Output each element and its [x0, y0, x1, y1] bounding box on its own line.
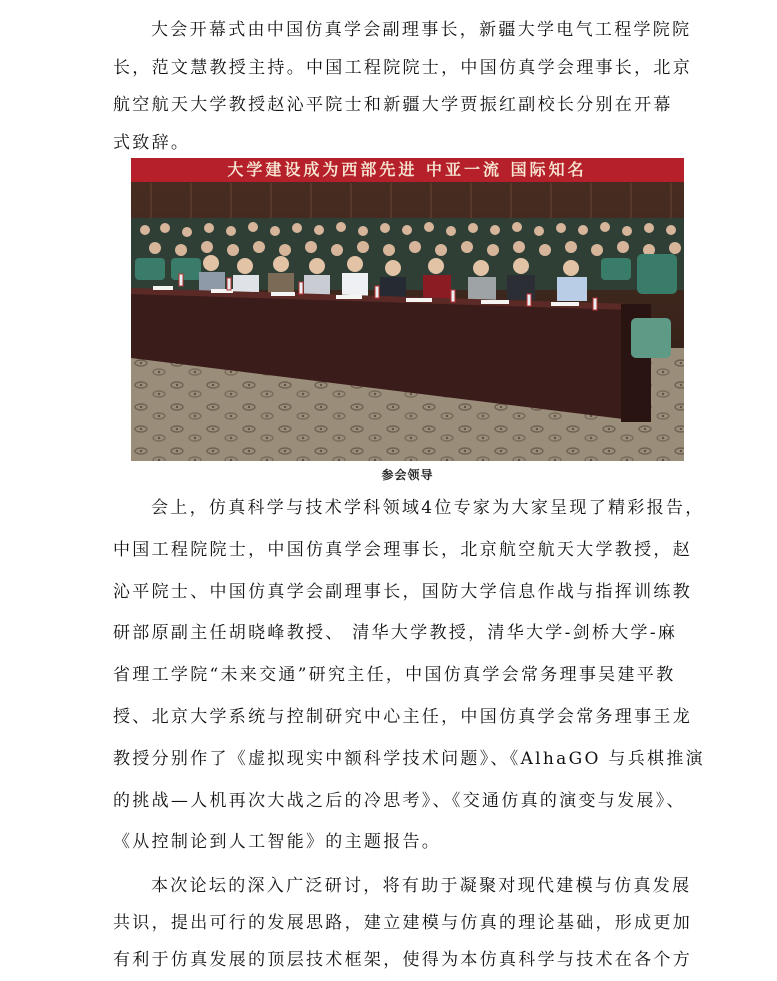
- text-line: 大会开幕式由中国仿真学会副理事长，新疆大学电气工程学院院: [151, 20, 692, 40]
- text-line: 航空航天大学教授赵沁平院士和新疆大学贾振红副校长分别在开幕: [113, 95, 673, 115]
- text-line: 授、北京大学系统与控制研究中心主任，中国仿真学会常务理事王龙: [113, 706, 692, 727]
- paragraph-conclusion: [113, 868, 692, 979]
- paragraph-reports: [113, 488, 705, 864]
- text-line: 本次论坛的深入广泛研讨，将有助于凝聚对现代建模与仿真发展: [151, 876, 692, 896]
- text-line: 《从控制论到人工智能》的主题报告。: [113, 832, 442, 853]
- text-line: 长，范文慧教授主持。中国工程院院士，中国仿真学会理事长，北京: [113, 57, 692, 78]
- text-line: 式致辞。: [113, 132, 191, 153]
- paragraph-opening-ceremony: [113, 12, 692, 162]
- text-line: 会上，仿真科学与技术学科领域4位专家为大家呈现了精彩报告，: [151, 498, 705, 518]
- conference-photo: [131, 158, 684, 461]
- banner-text: 大学建设成为西部先进 中亚一流 国际知名: [227, 160, 587, 179]
- text-line: 有利于仿真发展的顶层技术框架，使得为本仿真科学与技术在各个方: [113, 950, 692, 970]
- text-line: 中国工程院院士，中国仿真学会理事长，北京航空航天大学教授，赵: [113, 539, 692, 560]
- photo-caption: 参会领导: [381, 468, 434, 482]
- text-line: 共识，提出可行的发展思路，建立建模与仿真的理论基础，形成更加: [113, 913, 692, 933]
- text-line: 教授分别作了《虚拟现实中额科学技术问题》、《AlhaGO 与兵棋推演: [113, 748, 705, 769]
- text-line: 省理工学院“未来交通”研究主任，中国仿真学会常务理事吴建平教: [113, 665, 676, 686]
- text-line: 的挑战—人机再次大战之后的冷思考》、《交通仿真的演变与发展》、: [113, 790, 686, 811]
- text-line: 沁平院士、中国仿真学会副理事长，国防大学信息作战与指挥训练教: [113, 581, 692, 602]
- text-line: 研部原副主任胡晓峰教授、 清华大学教授，清华大学-剑桥大学-麻: [113, 623, 678, 644]
- right-chairs: [631, 318, 671, 358]
